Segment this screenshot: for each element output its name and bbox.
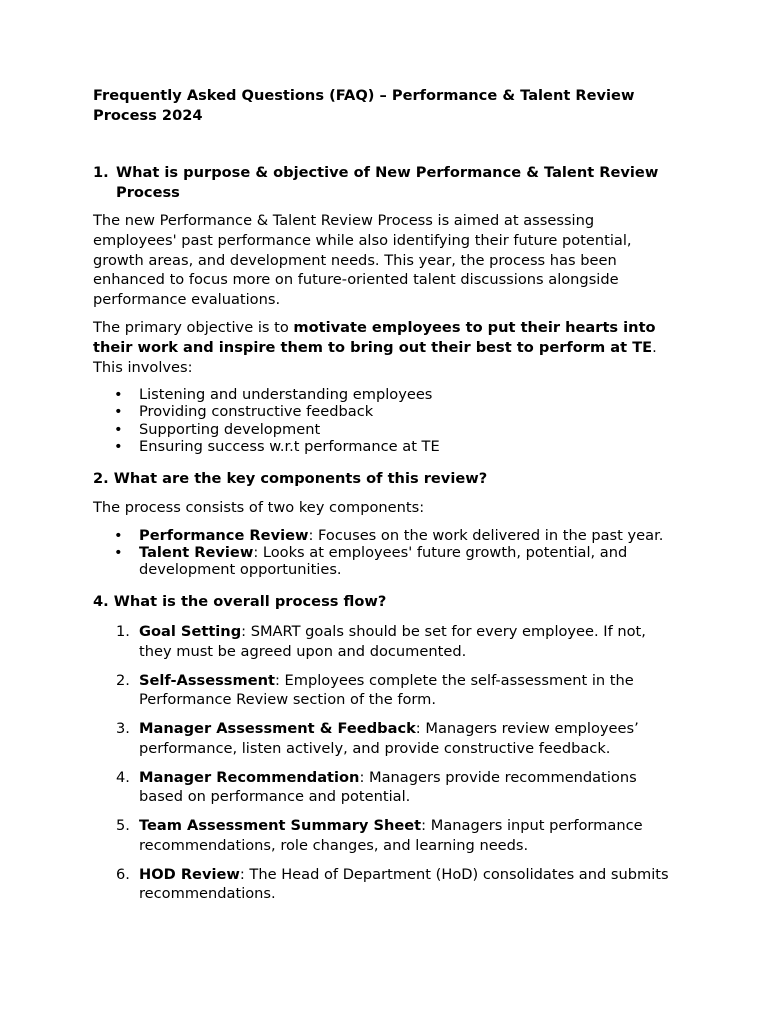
bullet-icon: •: [114, 543, 123, 561]
faq-question-4-heading: 4. What is the overall process flow?: [93, 593, 387, 611]
list-item: [93, 816, 678, 855]
bullet-icon: •: [114, 386, 123, 404]
question-text: What is purpose & objective of New Performance & Talent Review Process: [116, 164, 659, 201]
step-number: 2.: [116, 671, 130, 689]
document-title: Frequently Asked Questions (FAQ) – Performance & Talent Review Process 2024: [93, 87, 635, 124]
step-number: 6.: [116, 865, 130, 883]
question-number: 1.: [93, 164, 109, 182]
list-item: [93, 719, 678, 758]
step-number: 3.: [116, 720, 130, 738]
step-description: : Managers review employees’ performance, listen actively, and provide constructive feedback.: [139, 720, 639, 757]
list-item-text: Listening and understanding employees: [139, 386, 433, 404]
bullet-icon: •: [114, 526, 123, 544]
list-item: [93, 421, 678, 438]
faq-answer-1-paragraph-1: The new Performance & Talent Review Process is aimed at assessing employees' past performance while also identifying their future potential, growth areas, and development needs. This year, the process has been enhanced to focus more on future-oriented talent discussions alongside performance evaluations.: [93, 212, 632, 308]
component-description: : Focuses on the work delivered in the past year.: [308, 526, 664, 544]
step-term: Team Assessment Summary Sheet: [139, 817, 422, 835]
step-description: : Employees complete the self-assessment in the Performance Review section of the form.: [139, 671, 634, 709]
step-description: : Managers provide recommendations based on performance and potential.: [139, 768, 637, 806]
objective-prefix: The primary objective is to: [93, 319, 294, 337]
step-description: : Managers input performance recommendations, role changes, and learning needs.: [139, 817, 643, 854]
bullet-icon: •: [114, 420, 123, 438]
step-term: HOD Review: [139, 865, 240, 883]
list-item: [93, 527, 678, 544]
step-term: Self-Assessment: [139, 671, 275, 689]
step-number: 5.: [116, 817, 130, 835]
step-description: : SMART goals should be set for every employee. If not, they must be agreed upon and documented.: [139, 622, 646, 660]
list-item: [93, 671, 678, 710]
step-description: : The Head of Department (HoD) consolidates and submits recommendations.: [139, 865, 669, 903]
process-steps-list: [93, 622, 678, 904]
objective-highlight: motivate employees to put their hearts into their work and inspire them to bring out their best to perform at TE: [93, 319, 656, 356]
bullet-icon: •: [114, 438, 123, 456]
faq-question-2-heading: 2. What are the key components of this review?: [93, 470, 488, 488]
objective-bullet-list: [93, 386, 678, 455]
list-item-text: Providing constructive feedback: [139, 403, 374, 421]
list-item: [93, 403, 678, 420]
list-item: [93, 544, 678, 579]
components-bullet-list: [93, 527, 678, 579]
list-item: [93, 865, 678, 904]
faq-answer-2-intro: The process consists of two key components:: [93, 498, 425, 516]
objective-suffix: . This involves:: [93, 338, 657, 376]
component-term: Talent Review: [139, 543, 254, 561]
step-number: 4.: [116, 768, 130, 786]
component-term: Performance Review: [139, 526, 309, 544]
list-item: [93, 438, 678, 455]
list-item-text: Supporting development: [139, 420, 321, 438]
step-number: 1.: [116, 622, 130, 640]
list-item: [93, 386, 678, 403]
bullet-icon: •: [114, 403, 123, 421]
component-description: : Looks at employees' future growth, potential, and development opportunities.: [139, 543, 628, 579]
list-item: [93, 622, 678, 661]
step-term: Manager Assessment & Feedback: [139, 720, 416, 738]
faq-answer-1-paragraph-2: [93, 318, 678, 377]
list-item-text: Ensuring success w.r.t performance at TE: [139, 438, 440, 456]
step-term: Goal Setting: [139, 622, 242, 640]
list-item: [93, 768, 678, 807]
step-term: Manager Recommendation: [139, 768, 360, 786]
faq-question-1-heading: [93, 163, 678, 202]
